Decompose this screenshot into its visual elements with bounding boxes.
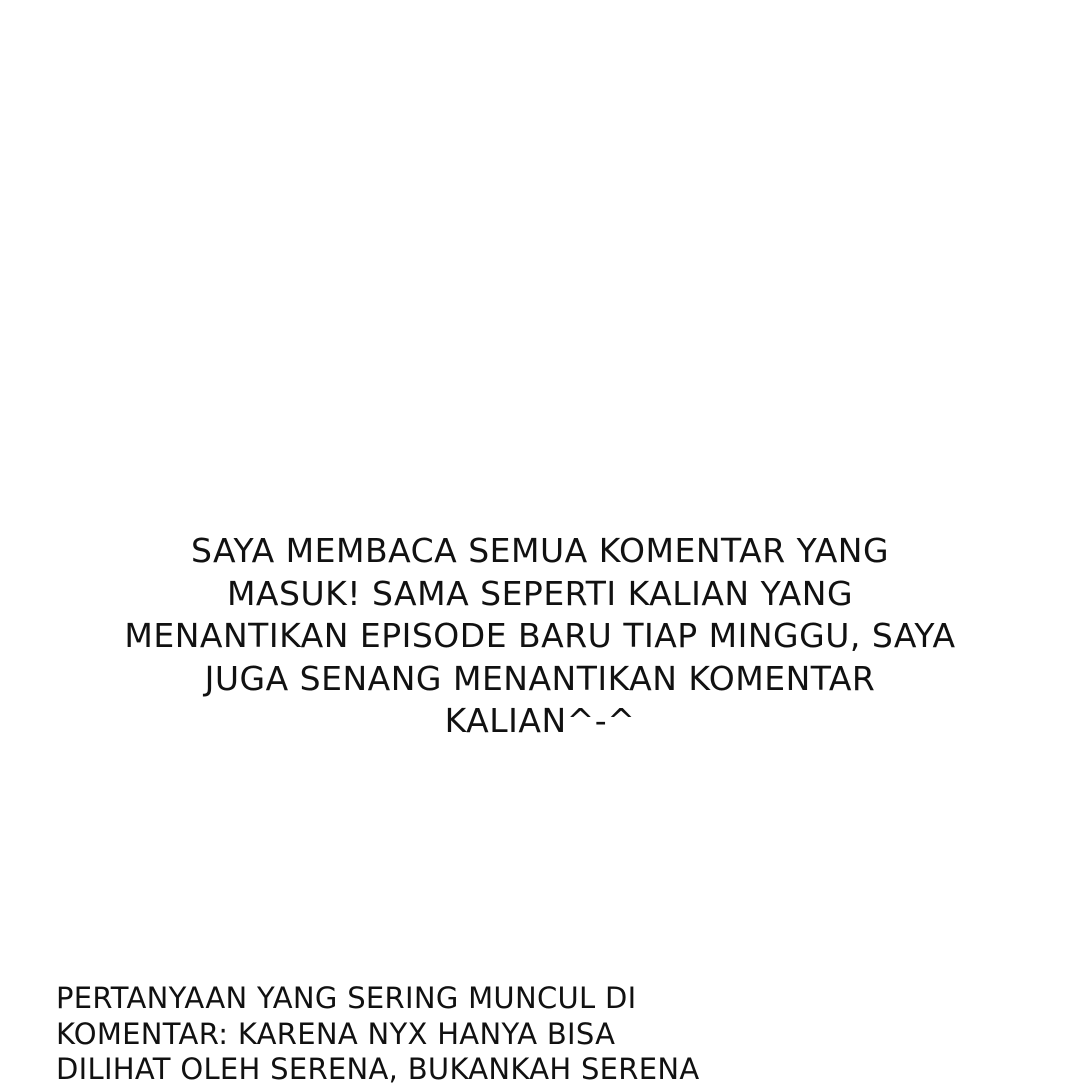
faq-text xyxy=(56,981,1036,1088)
message-line: MASUK! SAMA SEPERTI KALIAN YANG xyxy=(226,573,854,613)
author-message xyxy=(40,530,1040,743)
message-line: MENANTIKAN EPISODE BARU TIAP MINGGU, SAYA xyxy=(124,616,956,655)
faq-line: PERTANYAAN YANG SERING MUNCUL DI xyxy=(56,981,637,1015)
message-line: SAYA MEMBACA SEMUA KOMENTAR YANG xyxy=(190,531,890,570)
message-line: JUGA SENANG MENANTIKAN KOMENTAR xyxy=(204,658,876,698)
faq-line: KOMENTAR: KARENA NYX HANYA BISA xyxy=(56,1016,616,1051)
message-line: KALIAN^-^ xyxy=(444,701,636,740)
faq-line: DILIHAT OLEH SERENA, BUKANKAH SERENA xyxy=(56,1052,700,1086)
